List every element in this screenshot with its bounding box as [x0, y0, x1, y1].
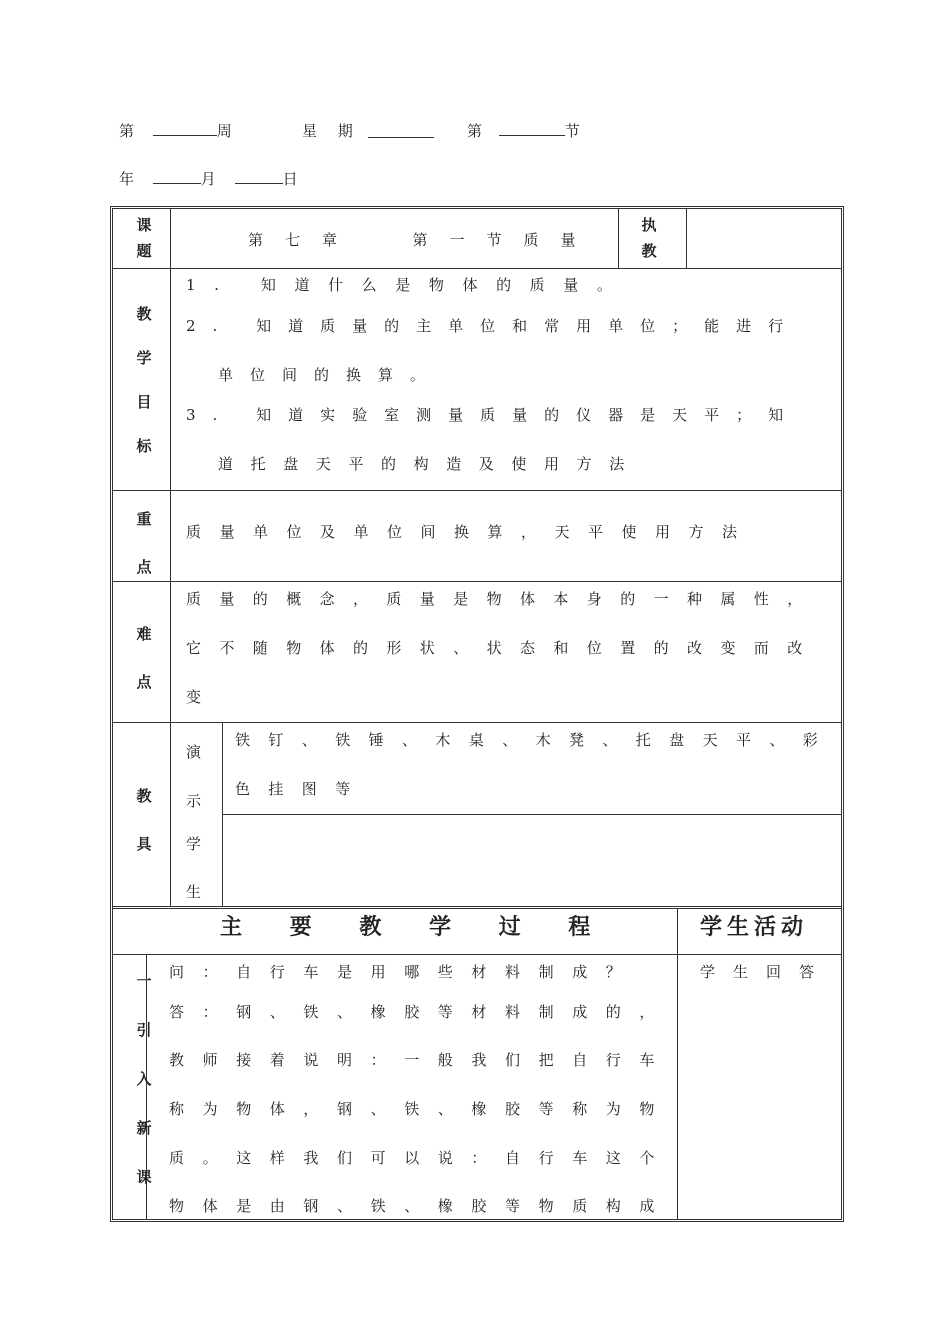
row-divider — [113, 268, 841, 269]
demo-label — [186, 728, 204, 826]
col-divider — [222, 722, 223, 906]
teaching-aids-label-text: 教具 — [136, 787, 152, 853]
weekday-blank[interactable] — [368, 124, 434, 138]
col-divider — [677, 908, 678, 1220]
weekday-label — [302, 120, 361, 141]
weekday-text: 星 期 — [302, 122, 361, 140]
period-blank[interactable] — [499, 121, 565, 136]
topic-label-text: 课题 — [136, 216, 152, 260]
week-blank[interactable] — [153, 121, 217, 136]
objective-2a: 2. 知道质量的主单位和常用单位；能进行 — [186, 317, 801, 335]
topic-value: 第七章 第一节质量 — [248, 231, 598, 249]
year-label: 年 — [119, 170, 135, 188]
col-divider — [686, 209, 687, 268]
row-divider — [113, 908, 841, 909]
day-label: 日 — [282, 170, 298, 188]
year-blank[interactable] — [153, 169, 201, 184]
difficulty-line-1: 质量的概念，质量是物体本身的一种属性， — [186, 590, 821, 608]
demo-line-1: 铁钉、铁锤、木桌、木凳、托盘天平、彩 — [235, 731, 837, 749]
objective-3b: 道托盘天平的构造及使用方法 — [218, 455, 642, 473]
week-prefix: 第 — [119, 122, 135, 140]
student-label — [186, 820, 204, 916]
row-divider — [222, 814, 841, 815]
objectives-label-text: 教学目标 — [136, 305, 152, 455]
month-label: 月 — [200, 170, 216, 188]
topic-label — [116, 212, 172, 264]
key-points-label — [116, 495, 172, 591]
teaching-aids-label — [116, 772, 172, 868]
process-line-3: 教师接着说明：一般我们把自行车 — [169, 1051, 674, 1069]
col-divider — [618, 209, 619, 268]
activity-text: 学生回答 — [700, 963, 833, 981]
activity-title: 学生活动 — [700, 914, 809, 940]
difficulties-label-text: 难点 — [136, 625, 152, 691]
objective-1: 1. 知道什么是物体的质量。 — [186, 276, 631, 294]
key-points-text: 质量单位及单位间换算，天平使用方法 — [186, 523, 756, 541]
key-points-label-text: 重点 — [136, 510, 152, 576]
header-period — [467, 120, 580, 141]
objectives-label — [116, 292, 172, 468]
teacher-label-text: 执教 — [641, 216, 657, 260]
header-date-line — [119, 168, 298, 189]
section-label-text: 一引入新课 — [136, 972, 152, 1186]
month-blank[interactable] — [235, 169, 283, 184]
process-line-5: 质。这样我们可以说：自行车这个 — [169, 1149, 674, 1167]
row-divider — [113, 954, 841, 955]
process-line-4: 称为物体，钢、铁、橡胶等称为物 — [169, 1100, 674, 1118]
demo-line-2: 色挂图等 — [235, 780, 369, 798]
row-divider — [113, 906, 841, 907]
section-label — [114, 957, 174, 1202]
objective-2b: 单位间的换算。 — [218, 366, 443, 384]
demo-label-text: 演示 — [186, 743, 202, 810]
period-prefix: 第 — [467, 122, 483, 140]
student-label-text: 学生 — [186, 835, 202, 901]
period-suffix: 节 — [564, 122, 580, 140]
process-line-6: 物体是由钢、铁、橡胶等物质构成 — [169, 1197, 674, 1215]
row-divider — [113, 490, 841, 491]
process-title: 主 要 教 学 过 程 — [220, 914, 611, 940]
objective-3a: 3. 知道实验室测量质量的仪器是天平；知 — [186, 406, 801, 424]
process-line-1: 问：自行车是用哪些材料制成？ — [169, 963, 640, 981]
difficulty-line-2: 它不随物体的形状、状态和位置的改变而改 — [186, 639, 821, 657]
process-line-2: 答：钢、铁、橡胶等材料制成的， — [169, 1003, 674, 1021]
difficulties-label — [116, 610, 172, 706]
row-divider — [113, 581, 841, 582]
teacher-label — [622, 212, 676, 264]
header-week-line — [119, 120, 232, 141]
week-suffix: 周 — [216, 122, 232, 140]
difficulty-line-3: 变 — [186, 688, 202, 706]
